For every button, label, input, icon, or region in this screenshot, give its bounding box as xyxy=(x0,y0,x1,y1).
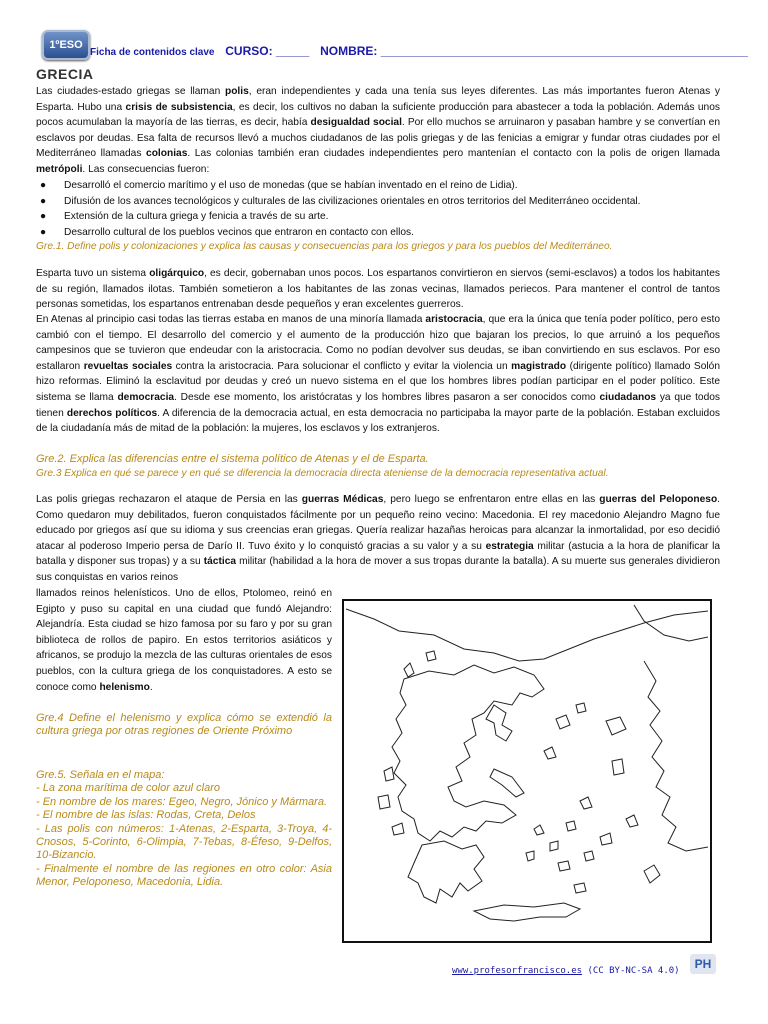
header-line xyxy=(90,44,748,58)
footer xyxy=(452,966,680,976)
question-gre5 xyxy=(36,769,332,890)
island xyxy=(556,715,570,729)
greece-outline-map[interactable] xyxy=(344,601,710,941)
rhodes-island xyxy=(644,865,660,883)
island xyxy=(558,861,570,871)
list-item: - La zona marítima de color azul claro xyxy=(36,782,221,795)
paragraph-atenas: En Atenas al principio casi todas las tierras estaba en manos de una minoría llamada aristocracia, que era la única que tenía poder político, pero esto cambió con el tiempo. El desarrollo del comercio y el aumento de la producción hizo que bajaran los precios, lo que arruinó a los pequeños campesinos que se tuvieron que endeudar con la aristocracia. Como no podían devolver sus deudas, se iban convirtiendo en sus esclavos. Por eso estallaron revueltas sociales contra la aristocracia. Para solucionar el conflicto y evitar la violencia un magistrado (dirigente político) llamado Solón hizo reformas. Eliminó la esclavitud por deudas y creó un nuevo sistema en el que los hombres libres podían participar en el poder político. Este sistema se llama democracia. Desde ese momento, los aristócratas y los hombres libres pasaron a ser conocidos como ciudadanos ya que todos tienen derechos políticos. A diferencia de la democracia actual, en esta democracia no participaba la mayor parte de la población. Estaban excluidos de la ciudadanía más de mitad de la población: la mujeres, los esclavos y los extranjeros. xyxy=(36,314,721,435)
list-item: ● Desarrollo cultural de los pueblos vecinos que entraron en contacto con ellos. xyxy=(36,225,720,241)
island xyxy=(580,797,592,809)
chios-island xyxy=(612,759,624,775)
license-text: (CC BY-NC-SA 4.0) xyxy=(582,966,680,976)
island xyxy=(404,663,414,677)
list-item: ● Difusión de los avances tecnológicos y culturales de las civilizaciones orientales en otros territorios del Mediterráneo occidental. xyxy=(36,194,720,210)
peloponnese-outline xyxy=(408,841,484,903)
question-gre1: Gre.1. Define polis y colonizaciones y explica las causas y consecuencias para los griegos y para los pueblos del Mediterráneo. xyxy=(36,241,613,252)
question-gre2: Gre.2. Explica las diferencias entre el sistema político de Atenas y el de Esparta. xyxy=(36,453,429,465)
list-item: - Las polis con números: 1-Atenas, 2-Esparta, 3-Troya, 4-Cnosos, 5-Corinto, 6-Olimpia, 7-Tebas, 8-Éfeso, 9-Delfos, 10-Bizancio. xyxy=(36,822,332,862)
paragraph-polis: Las ciudades-estado griegas se llaman polis, eran independientes y cada una tenía sus leyes diferentes. Las más importantes fueron Atenas y Esparta. Hubo una crisis de subsistencia, es decir, los cultivos no daban la suficiente producción para abastecer a toda la población. Además unos pocos acumulaban la mayoría de las tierras, es decir, había desigualdad social. Por ello muchos se arruinaron y pasaban hambre y se convertían en esclavos por deudas. Esa falta de recursos llevó a muchos ciudadanos de las polis griegas y de las fenicias a emigrar y fundar otras ciudades por el Mediterráneo llamadas colonias. Las colonias también eran ciudades independientes pero mantenían el contacto con la polis de origen llamada metrópoli. Las consecuencias fueron: xyxy=(36,86,720,175)
island xyxy=(544,747,556,759)
list-item: ● Desarrolló el comercio marítimo y el uso de monedas (que se habían inventado en el reino de Lidia). xyxy=(36,178,720,194)
north-coast-outline xyxy=(346,609,708,661)
page-title: GRECIA xyxy=(36,66,94,82)
paragraph-helenismo: llamados reinos helenísticos. Uno de ellos, Ptolomeo, reinó en Egipto y puso su capital en una ciudad que fundó Alejandro: Alejandría. Esta ciudad se hizo famosa por su faro y por su gran biblioteca de rollos de papiro. En estos territorios asiáticos y africanos, se produjo la mezcla de las culturas orientales de esos pueblos, con la cultura griega de los conquistadores. A esto se conoce como helenismo. xyxy=(36,588,332,693)
level-badge: 1ºESO xyxy=(42,30,90,60)
website-link[interactable]: www.profesorfrancisco.es xyxy=(452,966,583,976)
island xyxy=(378,795,390,809)
island xyxy=(550,841,558,851)
paragraph-persia: Las polis griegas rechazaron el ataque de Persia en las guerras Médicas, pero luego se enfrentaron entre ellas en las guerras del Peloponeso. Como quedaron muy debilitados, fueron conquistados fácilmente por un pequeño reino vecino: Macedonia. El rey macedonio Alejandro Magno fue educado por griegos así que su idioma y sus creencias eran griegas. Quería realizar hazañas heroicas para alcanzar la inmortalidad, por eso decidió atacar al poderoso Imperio persa de Darío II. Tuvo éxito y lo conquistó gracias a su valor y a su estrategia militar (astucia a la hora de planificar la batalla y disponer sus tropas) y a su táctica militar (habilidad a la hora de mover a sus tropas durante la batalla). A su muerte sus generales dividieron sus conquistas en varios reinos xyxy=(36,494,721,583)
lesbos-island xyxy=(606,717,626,735)
island xyxy=(426,651,436,661)
chalkidiki-outline xyxy=(486,705,512,741)
island xyxy=(584,851,594,861)
question-gre3: Gre.3 Explica en qué se parece y en qué se diferencia la democracia directa ateniense de la democracia representativa actual. xyxy=(36,468,609,479)
question-gre4: Gre.4 Define el helenismo y explica cómo se extendió la cultura griega por otras regiones de Oriente Próximo xyxy=(36,712,332,738)
island xyxy=(534,825,544,835)
island xyxy=(576,703,586,713)
header xyxy=(40,30,748,64)
consequences-list xyxy=(36,178,720,240)
list-item: ● Extensión de la cultura griega y fenicia a través de su arte. xyxy=(36,209,720,225)
asia-minor-outline xyxy=(644,661,708,851)
bullet-icon: ● xyxy=(40,180,47,191)
question-gre5-title: Gre.5. Señala en el mapa: xyxy=(36,769,165,781)
island xyxy=(626,815,638,827)
bullet-icon: ● xyxy=(40,226,47,238)
map-frame[interactable] xyxy=(342,599,712,943)
list-item: - El nombre de las islas: Rodas, Creta, Delos xyxy=(36,809,256,822)
island xyxy=(574,883,586,893)
mainland-outline xyxy=(392,665,544,841)
island xyxy=(526,851,534,861)
ph-logo: PH xyxy=(690,954,716,974)
paragraph-esparta: Esparta tuvo un sistema oligárquico, es decir, gobernaban unos pocos. Los espartanos convirtieron en siervos (semi-esclavos) a todos los habitantes de su región, llamados ilotas. También sometieron a los habitantes de las zonas vecinas, llamados periecos. Para mantener el control de tantos personas sometidas, los espartanos entrenaban desde pequeños y eran excelentes guerreros. xyxy=(36,268,720,311)
crete-island xyxy=(474,903,580,921)
nombre-field[interactable]: NOMBRE: _______________________________________________________ xyxy=(320,44,748,58)
bullet-icon: ● xyxy=(40,211,47,223)
euboea-island xyxy=(490,769,524,797)
curso-field[interactable]: CURSO: _____ xyxy=(225,44,310,58)
island xyxy=(600,833,612,845)
island xyxy=(392,823,404,835)
bullet-icon: ● xyxy=(40,195,47,207)
island xyxy=(566,821,576,831)
list-item: - En nombre de los mares: Egeo, Negro, Jónico y Mármara. xyxy=(36,795,328,808)
island xyxy=(384,767,394,781)
ficha-label: Ficha de contenidos clave xyxy=(90,47,215,58)
list-item: - Finalmente el nombre de las regiones en otro color: Asia Menor, Peloponeso, Macedonia, Lidia. xyxy=(36,862,332,889)
